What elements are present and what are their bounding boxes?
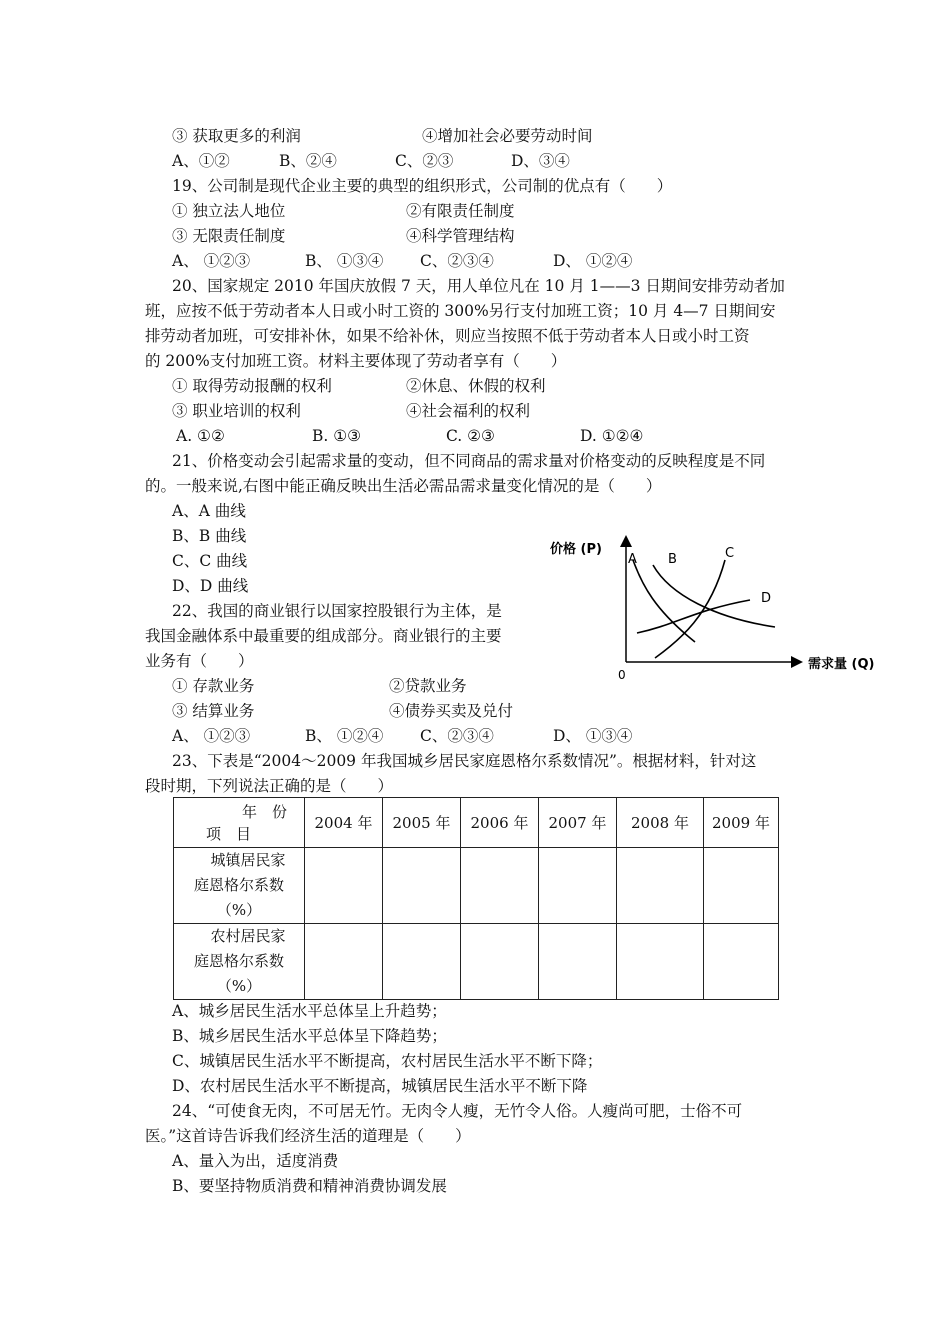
q21-choice-d: D、D 曲线	[172, 577, 249, 595]
q21-choice-b: B、B 曲线	[172, 527, 247, 545]
q22-option-1: ① 存款业务	[172, 677, 255, 695]
q18-choice-b: B、②④	[279, 152, 337, 170]
q20-stem-line-2: 班，应按不低于劳动者本人日或小时工资的 300%另行支付加班工资；10 月 4—7 日期间安	[145, 302, 776, 320]
curve-d	[637, 600, 750, 633]
q22-option-2: ②贷款业务	[389, 677, 467, 695]
q22-option-3: ③ 结算业务	[172, 702, 255, 720]
curve-b	[653, 565, 775, 627]
year-header: 2006 年	[461, 798, 539, 848]
q18-choice-d: D、③④	[511, 152, 570, 170]
q23-choice-b: B、城乡居民生活水平总体呈下降趋势；	[172, 1027, 447, 1045]
chart-x-axis-label: 需求量 (Q)	[808, 657, 875, 672]
q18-option-4: ④增加社会必要劳动时间	[422, 127, 593, 145]
q22-option-4: ④债券买卖及兑付	[389, 702, 514, 720]
q20-choice-c: C. ②③	[446, 427, 495, 445]
q23-stem-line-1: 23、下表是“2004～2009 年我国城乡居民家庭恩格尔系数情况”。根据材料，针对这	[172, 752, 757, 770]
table-corner-cell	[174, 798, 305, 848]
year-header: 2004 年	[305, 798, 383, 848]
q22-stem-line-1: 22、我国的商业银行以国家控股银行为主体，是	[172, 602, 502, 620]
q24-stem-line-2: 医。”这首诗告诉我们经济生活的道理是（ ）	[145, 1127, 471, 1145]
q18-choice-a: A、①②	[172, 152, 230, 170]
table-cell	[539, 848, 617, 924]
q23-choice-c: C、城镇居民生活水平不断提高，农村居民生活水平不断下降；	[172, 1052, 603, 1070]
q20-stem-line-1: 20、国家规定 2010 年国庆放假 7 天，用人单位凡在 10 月 1——3 日期间安排劳动者加	[172, 277, 785, 295]
table-cell	[461, 848, 539, 924]
q20-option-3: ③ 职业培训的权利	[172, 402, 301, 420]
table-row	[174, 924, 779, 1000]
q18-choice-c: C、②③	[395, 152, 454, 170]
q19-choice-d: D、 ①②④	[553, 252, 633, 270]
q19-option-2: ②有限责任制度	[406, 202, 515, 220]
table-cell	[617, 848, 704, 924]
q22-stem-line-3: 业务有（ ）	[145, 652, 254, 670]
row-label-urban: 城镇居民家 庭恩格尔系数 （%）	[174, 848, 305, 924]
corner-item-label: 项 目	[206, 825, 252, 843]
q24-choice-b: B、要坚持物质消费和精神消费协调发展	[172, 1177, 447, 1195]
q22-choice-b: B、 ①②④	[305, 727, 384, 745]
curve-label-b: B	[668, 552, 677, 567]
year-header: 2005 年	[383, 798, 461, 848]
q21-stem-line-2: 的。一般来说,右图中能正确反映出生活必需品需求量变化情况的是（ ）	[145, 477, 662, 495]
q20-option-1: ① 取得劳动报酬的权利	[172, 377, 332, 395]
q22-choice-c: C、②③④	[420, 727, 494, 745]
q24-stem-line-1: 24、“可使食无肉，不可居无竹。无肉令人瘦，无竹令人俗。人瘦尚可肥，士俗不可	[172, 1102, 743, 1120]
engel-coefficient-table	[173, 797, 779, 1000]
table-cell	[383, 848, 461, 924]
chart-y-axis-label: 价格 (P)	[550, 542, 602, 557]
q20-stem-line-3: 排劳动者加班，可安排补休，如果不给补休，则应当按照不低于劳动者本人日或小时工资	[145, 327, 750, 345]
table-cell	[305, 848, 383, 924]
q22-choice-a: A、 ①②③	[172, 727, 251, 745]
year-header: 2007 年	[539, 798, 617, 848]
q19-choice-b: B、 ①③④	[305, 252, 384, 270]
q24-choice-a: A、量入为出，适度消费	[172, 1152, 339, 1170]
q19-stem: 19、公司制是现代企业主要的典型的组织形式，公司制的优点有（ ）	[172, 177, 673, 195]
q20-option-4: ④社会福利的权利	[406, 402, 531, 420]
q20-option-2: ②休息、休假的权利	[406, 377, 546, 395]
q20-choice-a: A. ①②	[176, 427, 225, 445]
table-cell	[461, 924, 539, 1000]
q19-option-1: ① 独立法人地位	[172, 202, 286, 220]
table-cell	[617, 924, 704, 1000]
table-header-row	[174, 798, 779, 848]
q23-choice-d: D、农村居民生活水平不断提高，城镇居民生活水平不断下降	[172, 1077, 588, 1095]
curve-label-d: D	[761, 591, 772, 606]
q22-choice-d: D、 ①③④	[553, 727, 633, 745]
q19-choice-a: A、 ①②③	[172, 252, 251, 270]
q19-choice-c: C、②③④	[420, 252, 494, 270]
q21-choice-c: C、C 曲线	[172, 552, 248, 570]
q23-stem-line-2: 段时期，下列说法正确的是（ ）	[145, 777, 394, 795]
demand-curve-chart	[545, 530, 890, 680]
q20-stem-line-4: 的 200%支付加班工资。材料主要体现了劳动者享有（ ）	[145, 352, 567, 370]
q20-choice-d: D. ①②④	[580, 427, 644, 445]
table-cell	[539, 924, 617, 1000]
table-cell	[305, 924, 383, 1000]
corner-year-label: 年 份	[242, 803, 288, 821]
q19-option-4: ④科学管理结构	[406, 227, 515, 245]
table-row	[174, 848, 779, 924]
row-label-rural: 农村居民家 庭恩格尔系数 （%）	[174, 924, 305, 1000]
year-header: 2008 年	[617, 798, 704, 848]
year-header: 2009 年	[704, 798, 779, 848]
chart-origin-label: 0	[618, 668, 626, 680]
curve-label-c: C	[725, 546, 735, 561]
q20-choice-b: B. ①③	[312, 427, 362, 445]
q21-stem-line-1: 21、价格变动会引起需求量的变动，但不同商品的需求量对价格变动的反映程度是不同	[172, 452, 766, 470]
q22-stem-line-2: 我国金融体系中最重要的组成部分。商业银行的主要	[145, 627, 502, 645]
q19-option-3: ③ 无限责任制度	[172, 227, 286, 245]
curve-a	[633, 560, 695, 642]
table-cell	[704, 924, 779, 1000]
q18-option-3: ③ 获取更多的利润	[172, 127, 301, 145]
table-cell	[383, 924, 461, 1000]
q23-choice-a: A、城乡居民生活水平总体呈上升趋势；	[172, 1002, 447, 1020]
table-cell	[704, 848, 779, 924]
q21-choice-a: A、A 曲线	[172, 502, 246, 520]
curve-label-a: A	[628, 552, 637, 567]
